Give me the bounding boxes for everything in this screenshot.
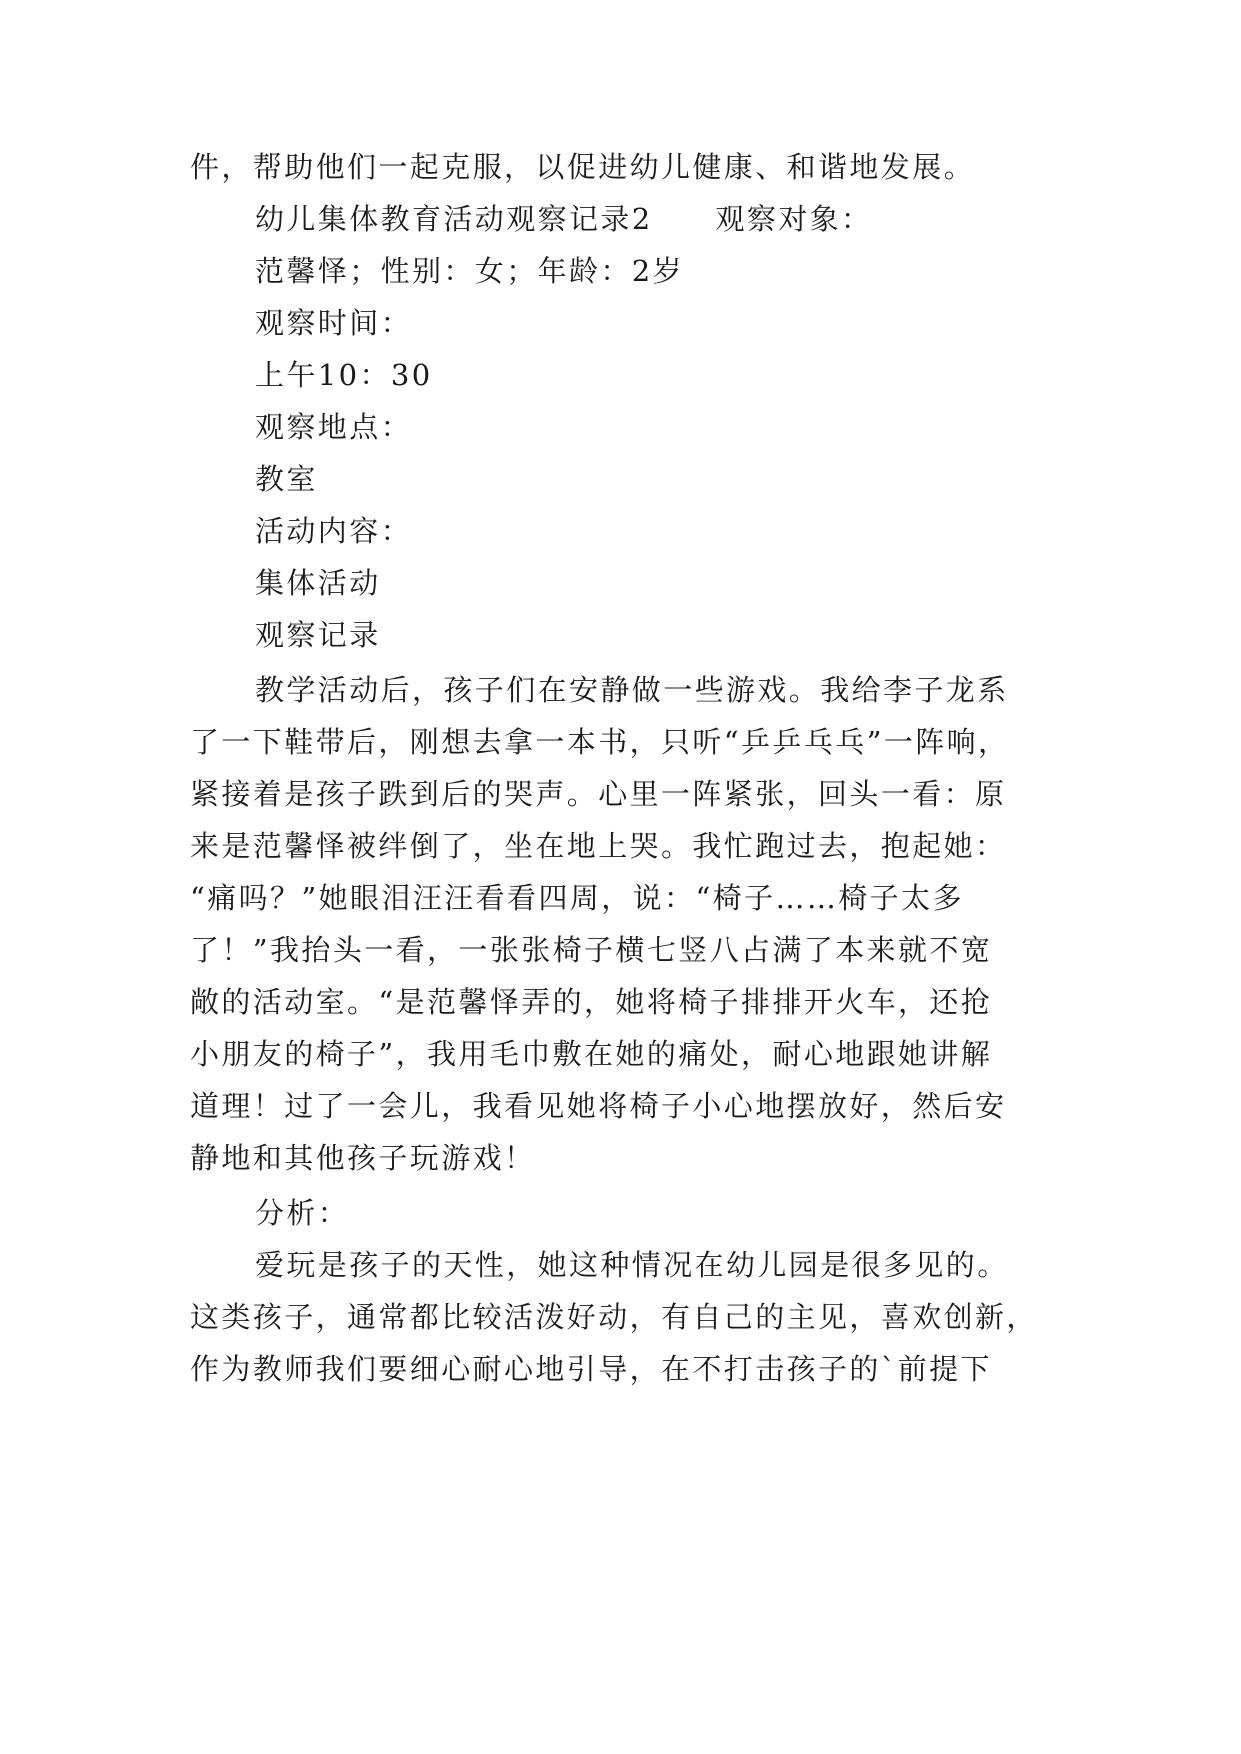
- paragraph-line: 了！”我抬头一看，一张张椅子横七竖八占满了本来就不宽: [190, 933, 993, 967]
- paragraph-line: 这类孩子，通常都比较活泼好动，有自己的主见，喜欢创新，: [190, 1300, 1038, 1334]
- paragraph-line: “痛吗？”她眼泪汪汪看看四周，说：“椅子……椅子太多: [190, 881, 964, 915]
- paragraph-line: 件，帮助他们一起克服，以促进幼儿健康、和谐地发展。: [190, 150, 976, 184]
- paragraph-line: 来是范馨怿被绊倒了，坐在地上哭。我忙跑过去，抱起她：: [190, 829, 1007, 863]
- paragraph-line: 教学活动后，孩子们在安静做一些游戏。我给李子龙系: [255, 673, 1009, 707]
- field-value-time: 上午10：30: [255, 358, 433, 392]
- field-value-location: 教室: [255, 462, 318, 496]
- paragraph-line: 静地和其他孩子玩游戏！: [190, 1141, 536, 1175]
- paragraph-line: 爱玩是孩子的天性，她这种情况在幼儿园是很多见的。: [255, 1248, 1009, 1282]
- paragraph-line: 道理！过了一会儿，我看见她将椅子小心地摆放好，然后安: [190, 1089, 1007, 1123]
- field-label-location: 观察地点：: [255, 410, 413, 444]
- field-label-time: 观察时间：: [255, 306, 413, 340]
- field-label-content: 活动内容：: [255, 514, 413, 548]
- record-title-line: 幼儿集体教育活动观察记录2 观察对象：: [255, 202, 873, 236]
- section-heading-record: 观察记录: [255, 618, 381, 652]
- paragraph-line: 紧接着是孩子跌到后的哭声。心里一阵紧张，回头一看：原: [190, 777, 1007, 811]
- section-heading-analysis: 分析：: [255, 1196, 350, 1230]
- paragraph-line: 敞的活动室。“是范馨怿弄的，她将椅子排排开火车，还抢: [190, 985, 993, 1019]
- paragraph-line: 小朋友的椅子”，我用毛巾敷在她的痛处，耐心地跟她讲解: [190, 1037, 993, 1071]
- field-value-content: 集体活动: [255, 566, 381, 600]
- paragraph-line: 了一下鞋带后，刚想去拿一本书，只听“乒乒乓乓”一阵响，: [190, 725, 1010, 759]
- subject-info-line: 范馨怿；性别：女；年龄：2岁: [255, 254, 685, 288]
- paragraph-line: 作为教师我们要细心耐心地引导，在不打击孩子的`前提下: [190, 1352, 992, 1386]
